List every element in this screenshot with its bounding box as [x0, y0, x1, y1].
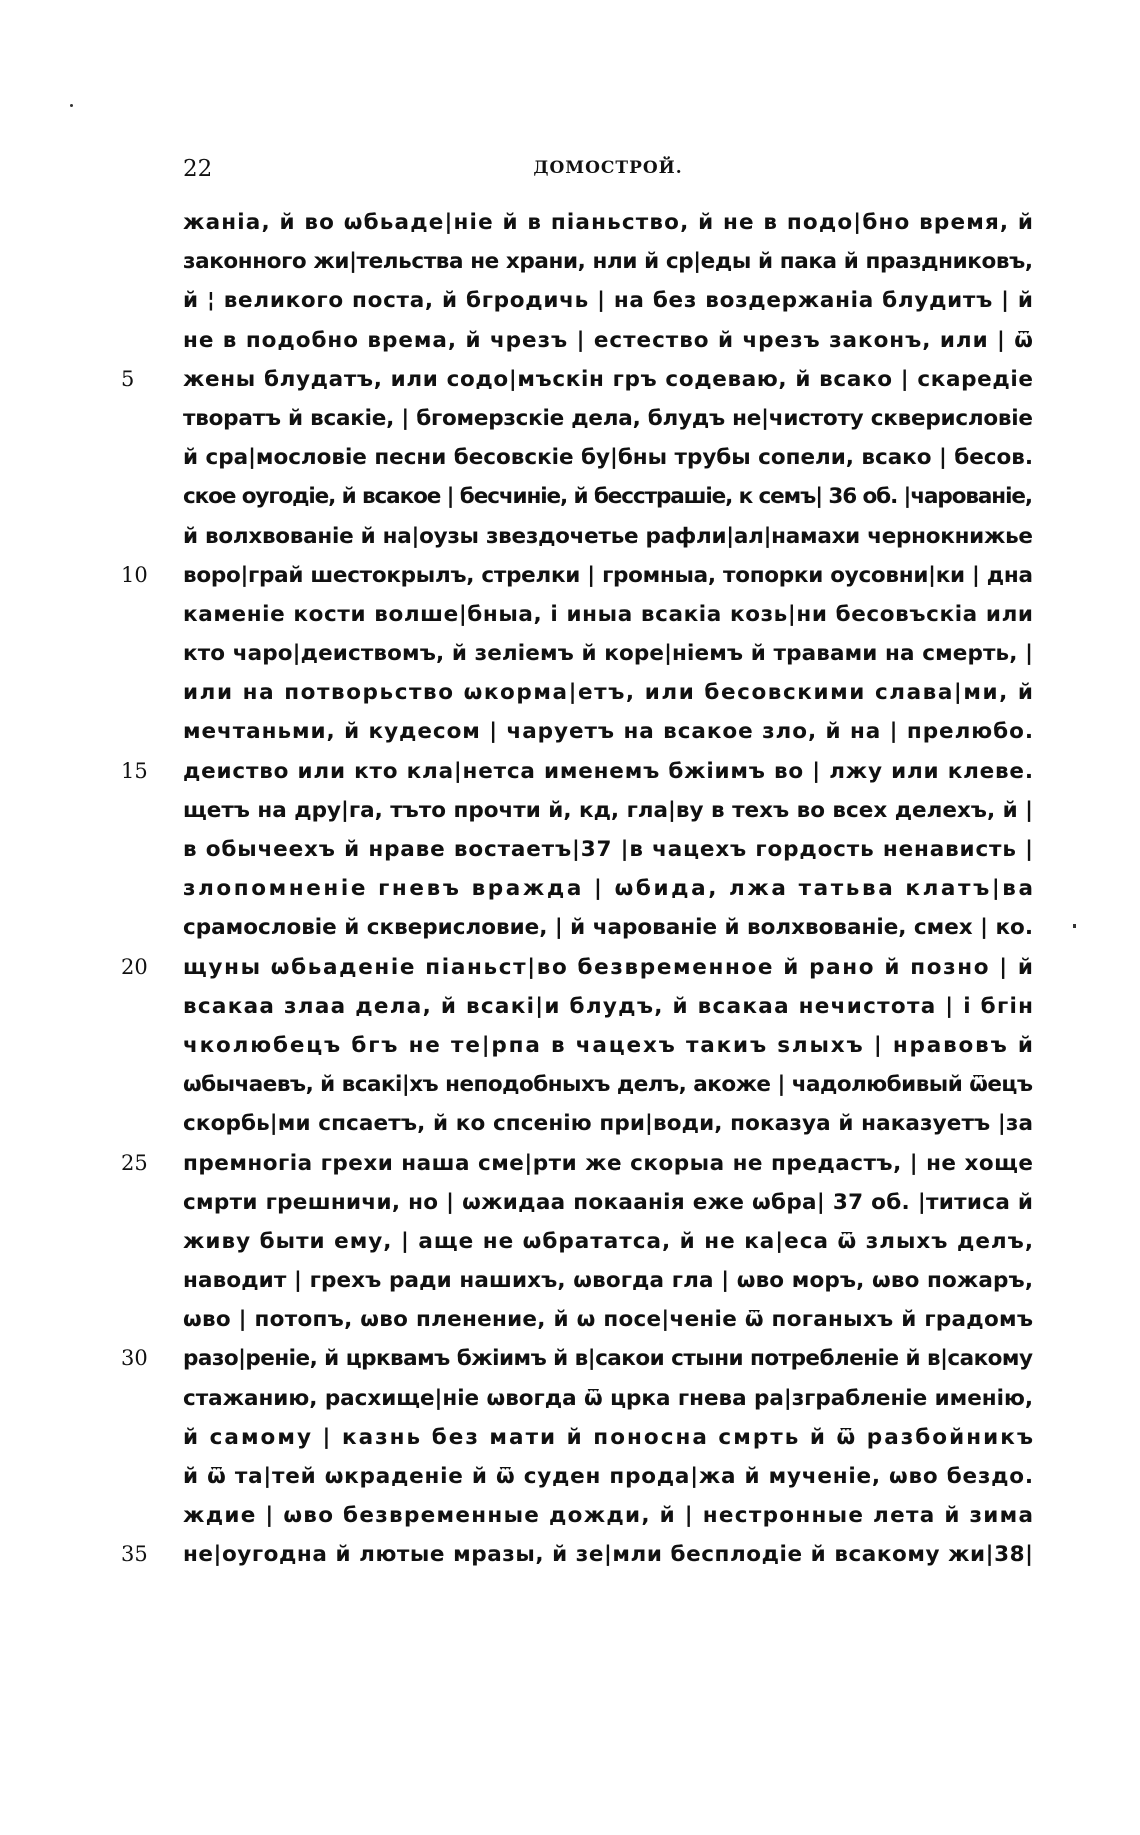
line-text: ждие | ѡво безвременные дожди, й | нестронные лета й зима [183, 1503, 1035, 1529]
line-number: 15 [121, 758, 148, 783]
text-line [121, 1144, 1034, 1183]
line-text: в обычеехъ й нраве востаетъ|37 |в чацехъ гордость ненависть | [183, 837, 1034, 862]
text-line [183, 634, 1033, 673]
text-line [183, 869, 1036, 908]
text-line [183, 1418, 1036, 1457]
line-text: кто чаро|деиствомъ, й зеліемъ й коре|ніемъ й травами на смерть, | [183, 641, 1034, 667]
line-text: каменіе кости волше|бныа, і иныа всакіа козь|ни бесовъскіа или [183, 601, 1034, 627]
text-line [183, 517, 1033, 556]
text-line [183, 438, 1033, 477]
line-text: смрти грешничи, но | ѡжидаа покаанія еже ѡбра| 37 об. |титиса й [183, 1189, 1034, 1215]
line-text: воро|грай шестокрылъ, стрелки | громныа, топорки оусовни|ки | дна [183, 562, 1033, 588]
line-text: срамословіе й скверисловие, | й чарованіе й волхвованіе, смех | ко. [183, 915, 1033, 941]
line-text: скорбь|ми спсаетъ, й ко спсенію при|води, показуа й наказуетъ |за [183, 1111, 1034, 1137]
line-text: творатъ й всакіе, | бгомерзскіе дела, блудъ не|чистоту скверисловіе [183, 405, 1033, 431]
text-line [121, 948, 1035, 987]
text-block [121, 203, 1036, 1575]
text-line [183, 1496, 1033, 1535]
text-line [183, 477, 1033, 516]
text-line [183, 1300, 1033, 1339]
line-text: деиство или кто кла|нетса именемъ бжіимъ во | лжу или клеве. [183, 758, 1034, 784]
line-text: ѡбычаевъ, й всакі|хъ неподобныхъ делъ, акоже | чадолюбивый ѿецъ [183, 1072, 1033, 1098]
line-text: ское оугодіе, й всакое | бесчиніе, й бесстрашіе, к семъ| 36 об. |чарованіе, [183, 484, 1032, 510]
line-text: живу быти ему, | аще не ѡбрататса, й не ка|еса ѿ злыхъ делъ, [183, 1228, 1035, 1254]
text-line [183, 1457, 1033, 1496]
page-number: 22 [183, 156, 213, 182]
line-text: разо|реніе, й црквамъ бжіимъ й в|сакои стыни потребленіе й в|сакому [183, 1346, 1033, 1372]
text-line [183, 1104, 1033, 1143]
text-line [183, 1222, 1033, 1261]
line-text: не в подобно врема, й чрезъ | естество й чрезъ законъ, или | ѿ [183, 327, 1034, 353]
line-text: щетъ на дру|га, тъто прочти й, кд, гла|ву в техъ во всех делехъ, й | [183, 797, 1033, 823]
line-text: всакаа злаа дела, й всакі|и блудъ, й всакаа нечистота | і бгін [183, 993, 1035, 1019]
line-number: 5 [121, 366, 135, 391]
line-text: ѡво | потопъ, ѡво пленение, й ѡ посе|ченіе ѿ поганыхъ й градомъ [183, 1307, 1034, 1333]
line-text: не|оугодна й лютые мразы, й зе|мли бесплодіе й всакому жи|38| [183, 1542, 1034, 1568]
text-line [183, 1261, 1033, 1300]
line-text: й самому | казнь без мати й поносна смрть й ѿ разбойникъ [183, 1424, 1036, 1450]
text-line [183, 321, 1033, 360]
line-text: щуны ѡбьаденіе піаньст|во безвременное й рано й позно | й [183, 954, 1035, 980]
text-line [183, 712, 1033, 751]
line-text: наводит | грехъ ради нашихъ, ѡвогда гла | ѡво моръ, ѡво пожаръ, [183, 1268, 1034, 1294]
text-line [121, 1535, 1034, 1574]
page-header [183, 156, 1033, 186]
text-line [183, 673, 1033, 712]
line-text: премногіа грехи наша сме|рти же скорыа не предастъ, | не хоще [183, 1150, 1034, 1176]
text-line [183, 1183, 1033, 1222]
text-line [183, 595, 1033, 634]
text-line [183, 830, 1033, 869]
line-text: мечтаньми, й кудесом | чаруетъ на всакое зло, й на | прелюбо. [183, 719, 1034, 745]
text-line [121, 360, 1034, 399]
text-line [183, 1379, 1033, 1418]
text-line [183, 1026, 1033, 1065]
line-text: стажанию, расхище|ніе ѡвогда ѿ црка гнева ра|зграбленіе именію, [183, 1385, 1033, 1411]
text-line [183, 281, 1033, 320]
line-text: злопомненіе гневъ вражда | ѡбида, лжа татьва клатъ|ва [183, 876, 1036, 902]
text-line [183, 242, 1033, 281]
line-text: чколюбецъ бгъ не те|рпа в чацехъ такиъ ѕлыхъ | нравовъ й [183, 1032, 1035, 1058]
text-line [183, 987, 1033, 1026]
line-text: или на потворьство ѡкорма|етъ, или бесовскими слава|ми, й [183, 680, 1035, 706]
running-head: ДОМОСТРОЙ. [533, 158, 683, 178]
line-text: й ¦ великого поста, й бгродичь | на без воздержаніа блудитъ | й [183, 288, 1034, 314]
ink-speck [70, 104, 73, 107]
ink-speck [1073, 924, 1076, 928]
text-line [183, 399, 1033, 438]
text-line [183, 203, 1033, 242]
line-number: 20 [121, 954, 148, 979]
line-number: 10 [121, 562, 148, 587]
line-text: й волхвованіе й на|оузы звездочетье рафли|ал|намахи чернокнижье [183, 523, 1033, 549]
text-line [183, 1065, 1033, 1104]
line-number: 25 [121, 1150, 148, 1175]
line-number: 30 [121, 1346, 148, 1371]
line-text: жены блудатъ, или содо|мъскін гръ содеваю, й всако | скаредіе [183, 366, 1034, 392]
line-text: й сра|мословіе песни бесовскіе бу|бны трубы сопели, всако | бесов. [183, 445, 1033, 471]
text-line [183, 791, 1033, 830]
text-line [121, 556, 1033, 595]
line-text: й ѿ та|тей ѡкраденіе й ѿ суден прода|жа й мученіе, ѡво бездо. [183, 1464, 1034, 1489]
line-number: 35 [121, 1542, 148, 1567]
text-line [183, 908, 1033, 947]
text-line [121, 752, 1034, 791]
text-line [121, 1339, 1033, 1378]
line-text: законного жи|тельства не храни, нли й ср|еды й пака й праздниковъ, [183, 249, 1033, 275]
line-text: жаніа, й во ѡбьаде|ніе й в піаньство, й не в подо|бно время, й [183, 210, 1035, 235]
